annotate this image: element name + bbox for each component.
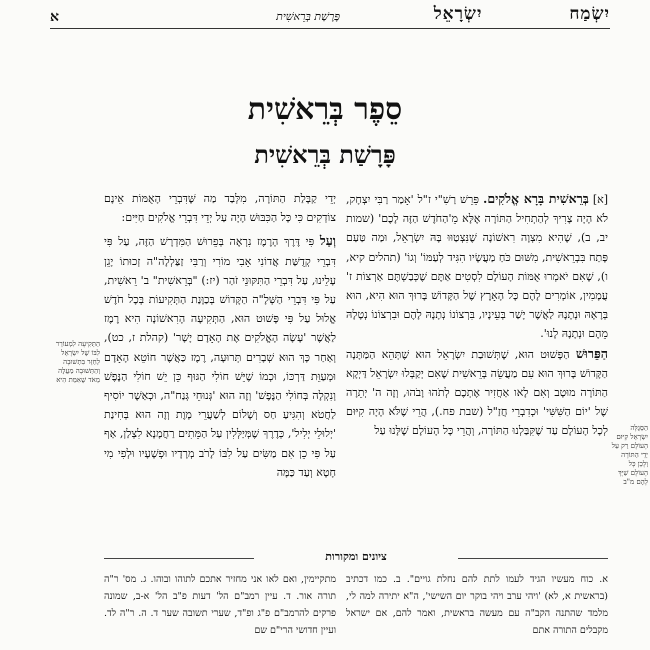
logo-word-1: יִשְׂמַח	[569, 4, 610, 24]
footnotes-right	[346, 571, 608, 646]
opening-verse: בְּרֵאשִׁית בָּרָא אֱלֹקִים.	[483, 191, 589, 206]
footnote-text: א. כוח מעשיו הגיד לעמו לתת להם נחלת גויים". ב. כמו דכתיב (בראשית א, לא) 'ויהי ערב ויהי בוקר יום השישי', ה"א יתירה למה לי, מלמד שהתנה הקב"ה עם מעשה בראשית, ואמר להם, אם ישראל מקבלים התורה אתם	[346, 574, 608, 636]
page-number: א	[50, 9, 59, 25]
paragraph-text: פֵּרֵשׁ רַשִׁ"י ז"ל 'אָמַר רַבִּי יִצְחָק, לֹא הָיָה צָרִיךְ לְהַתְחִיל הַתּוֹרָה אֶלָּא מֵ'הַחֹדֶשׁ הַזֶּה לָכֶם' (שמות יב, ב), שֶׁהִיא מִצְוָה רִאשׁוֹנָה שֶׁנִּצְטַוּוּ בָּהּ יִשְׂרָאֵל, וּמַה טַּעַם פָּתַח בִּבְרֵאשִׁית, מִשּׁוּם כֹּחַ מַעֲשָׂיו הִגִּיד לְעַמּוֹ' וְגוֹ' (תהלים קיא, ו), שֶׁאִם יֹאמְרוּ אֻמּוֹת הָעוֹלָם לִסְטִים אַתֶּם שֶׁכְּבַשְׁתֶּם אַרְצוֹת ז' עֲמָמִין, אוֹמְרִים לָהֶם כָּל הָאָרֶץ שֶׁל הַקָּדוֹשׁ בָּרוּךְ הוּא הִיא, הוּא בְּרָאָהּ וּנְתָנָהּ לַאֲשֶׁר יָשַׁר בְּעֵינָיו, בִּרְצוֹנוֹ נְתָנָהּ לָהֶם וּבִרְצוֹנוֹ נְטָלָהּ מֵהֶם וּנְתָנָהּ לָנוּ'.	[346, 193, 608, 341]
divider-rule	[458, 558, 608, 559]
paragraph-2	[346, 344, 608, 441]
footnotes-left	[104, 571, 336, 646]
paragraph-opening-word: וְעַל	[319, 233, 336, 249]
footnotes-label: ציונים ומקורות	[325, 550, 387, 563]
right-margin-note: הַסְּגֻלָּה יִשְׂרָאֵל קִיּוּם הָעוֹלָם רַק עַל יְדֵי הַתּוֹרָה וְלָכֵן כָּל הָעוֹלָם שַׁיָּךְ לָהֶם מ"ב	[611, 424, 648, 486]
footnotes-divider	[104, 548, 608, 568]
section-marker: [א]	[592, 193, 608, 206]
parsha-title: פָּרָשַׁת בְּרֵאשִׁית	[254, 140, 396, 169]
right-text-column	[346, 189, 608, 544]
paragraph-opening-word: הַפֵּרוּשׁ	[575, 345, 608, 361]
footnote-text: מתקיימין, ואם לאו אני מחזיר אתכם לתוהו ובוהו. ג. מס' ר"ה תורה אור. ד. עיין רמב"ם הל' דעות פ"ב הל' א-ב, שמונה פרקים להרמב"ם פ"ג ופ"ד, שערי תשובה שער ד. ה. ר"ה לד. ועיין חדושי הרי"ם שם	[104, 574, 336, 636]
left-text-column	[104, 189, 336, 544]
book-logo	[434, 4, 610, 24]
paragraph-4	[104, 231, 336, 482]
book-title: סֵפֶר בְּרֵאשִׁית	[247, 92, 403, 127]
paragraph-text: הַפָּשׁוּט הוּא, שֶׁתְּשׁוּבַת יִשְׂרָאֵל הוּא שֶׁתְּהֵא הַמַּתָּנָה הַקָּדוֹשׁ בָּרוּךְ הוּא עִם מַעֲשֵׂה בְּרֵאשִׁית שֶׁאִם יְקַבְּלוּ יִשְׂרָאֵל דַּיְקָא הַתּוֹרָה מוּטָב וְאִם לָאו אַחֲזִיר אֶתְכֶם לְתֹהוּ וָבֹהוּ, וְזֶה ה' יְתֵרָה שֶׁל 'יוֹם הַשִּׁשִּׁי' וּכְדִבְרֵי חֲזַ"ל (שבת פח.), הֲרֵי שֶׁלֹּא הָיָה קִיּוּם לְכָל הָעוֹלָם עַד שֶׁקִּבַּלְנוּ הַתּוֹרָה, וְהֲרֵי כָּל הָעוֹלָם שֶׁלָּנוּ עַל	[346, 347, 608, 438]
paragraph-3	[104, 189, 336, 227]
logo-word-2: יִשְׂרָאֵל	[433, 4, 483, 24]
header-rule	[50, 28, 610, 29]
left-margin-note: הַתְּקִיעָה לִמְעוֹרֵר לִבּוֹ שֶׁל יִשְׂרָאֵל לְחַזֵּר בִּתְשׁוּבָה וְהַתְּשׁוּבָה מַעֲלֶה מְאֹד שֶׁאִמַּת הִיא	[55, 340, 100, 384]
parsha-label: פָּרָשַׁת בְּרֵאשִׁית	[276, 10, 340, 23]
paragraph-1	[346, 189, 608, 344]
paragraph-text: יְדֵי קַבָּלַת הַתּוֹרָה, מִלְּבַד מַה שֶּׁדִּבְרֵי הָאֻמּוֹת אֵינָם צוֹדְקִים כִּי כָּל הַכִּבּוּשׁ הָיָה עַל יְדֵי דִּבְרֵי אֱלֹקִים חַיִּים:	[104, 192, 336, 225]
divider-rule	[104, 558, 254, 559]
running-header	[50, 4, 610, 30]
paragraph-text: פִּי דֶּרֶךְ הָרֶמֶז נִרְאֶה בְּפֵרוּשׁ הַמִּדְרָשׁ הַזֶּה, עַל פִּי דִּבְרֵי קְדֻשַּׁת אֲדוֹנִי אָבִי מוֹרִי וְרַבִּי זַצַּלְלָה"ה זְכוּתוֹ יָגֵן עָלֵינוּ, עַל דִּבְרֵי הַתִּקּוּנֵי זֹהַר (יז:) "בְּרֵאשִׁית" ב' רֵאשִׁית, עַל פִּי דִּבְרֵי הַשְּׁלָ"ה הַקָּדוֹשׁ בְּכַוָּנַת הַתְּקִיעוֹת בְּכָל חֹדֶשׁ אֱלוּל עַל פִּי פָּשׁוּט הוּא, הַתְּקִיעָה הָרִאשׁוֹנָה הִיא רֶמֶז לַאֲשֶׁר 'עָשָׂה הָאֱלֹקִים אֶת הָאָדָם יָשָׁר' (קהלת ז, כט), וְאַחַר כָּךְ הוּא שְׁבָרִים תְּרוּעָה, רֶמֶז כַּאֲשֶׁר חוֹטֵא הָאָדָם וּמְעַוֵּת דַּרְכּוֹ, וּכְמוֹ שֶׁיֵּשׁ חוֹלִי הַגּוּף כֵּן יֵשׁ חוֹלִי הַנֶּפֶשׁ וְנִקְלָה בְּחוֹלִי הַנֶּפֶשׁ' וְזֶה הוּא 'גְּנוּחֵי גְּנַח"ה, וּכְאַשֶׁר יוֹסִיף לַחֲטֹא וְהִגִּיעַ חַס וְשָׁלוֹם לְשַׁעֲרֵי מָוֶת וְזֶה הוּא בְּחִינַת 'יְלוּלֵי יְלִיל', כְּדֶרֶךְ שֶׁמְּיַלְּלִין עַל הַמֵּתִים רַחֲמָנָא לִצְלַן, אַף עַל פִּי כֵן אִם מַשִּׂים עַל לִבּוֹ לָרֹב מְרָדָיו וּפְשָׁעָיו וּלְפִי מִי חָטָא וְעַד כַּמָּה	[104, 235, 336, 479]
